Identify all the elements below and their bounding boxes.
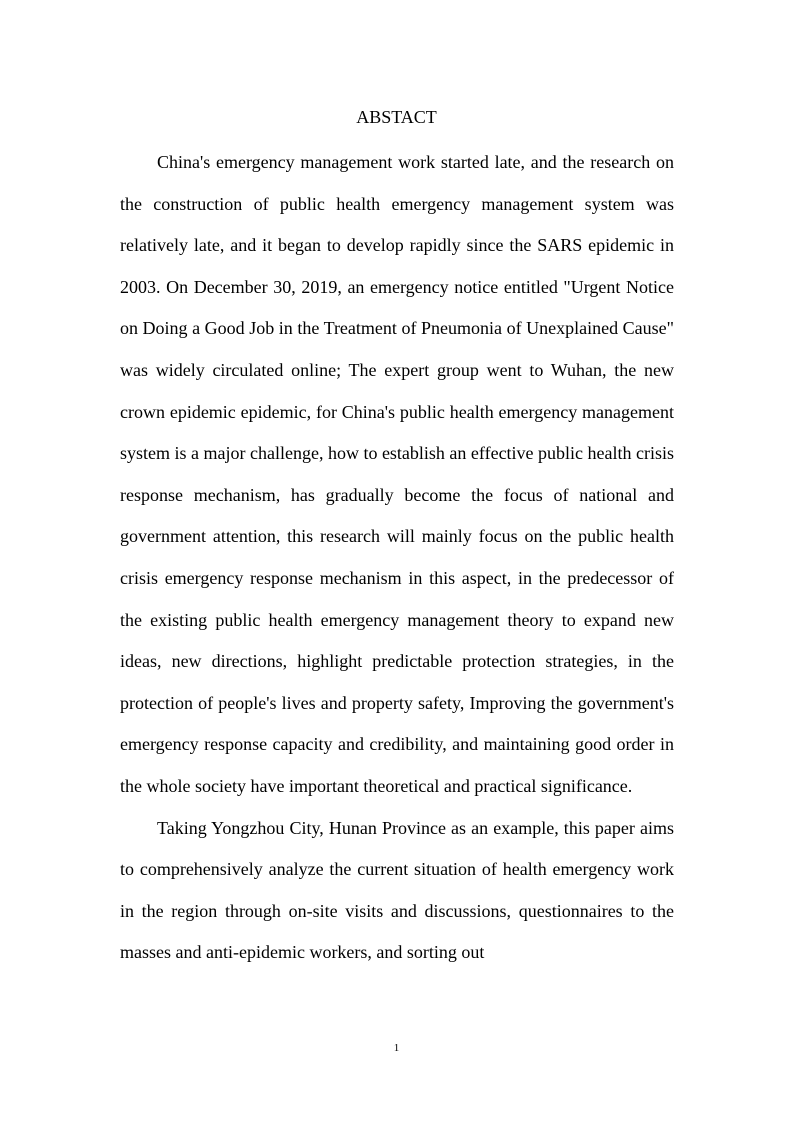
abstract-heading: ABSTACT — [356, 107, 437, 127]
page-number: 1 — [393, 1042, 400, 1054]
abstract-paragraph-1: China's emergency management work started late, and the research on the construction of public health emergency management system was relatively late, and it began to develop rapidly since the SARS epidemic in 2003. On December 30, 2019, an emergency notice entitled "Urgent Notice on Doing a Good Job in the Treatment of Pneumonia of Unexplained Cause" was widely circulated online; The expert group went to Wuhan, the new crown epidemic epidemic, for China's public health emergency management system is a major challenge, how to establish an effective public health crisis response mechanism, has gradually become the focus of national and government attention, this research will mainly focus on the public health crisis emergency response mechanism in this aspect, in the predecessor of the existing public health emergency management theory to expand new ideas, new directions, highlight predictable protection strategies, in the protection of people's lives and property safety, Improving the government's emergency response capacity and credibility, and maintaining good order in the whole society have important theoretical and practical significance. — [120, 152, 675, 796]
abstract-paragraph-2: Taking Yongzhou City, Hunan Province as an example, this paper aims to comprehensively analyze the current situation of health emergency work in the region through on-site visits and discussions, questionnaires to the masses and anti-epidemic workers, and sorting out — [120, 817, 674, 963]
abstract-body — [120, 142, 674, 974]
